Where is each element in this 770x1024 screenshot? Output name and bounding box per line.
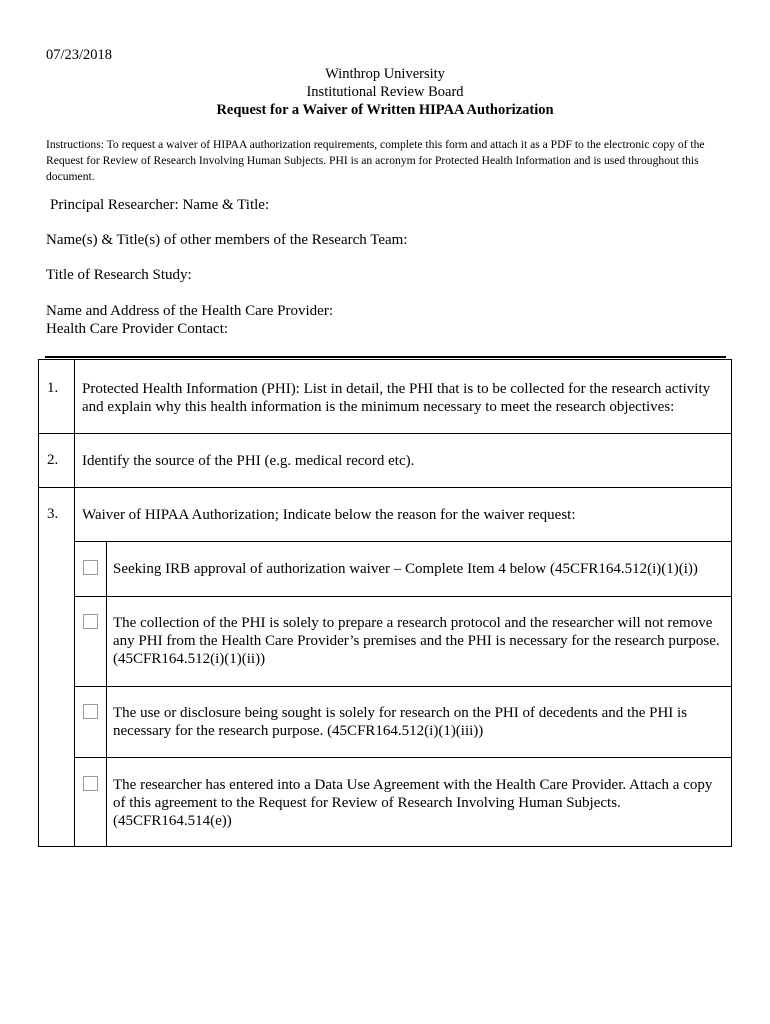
column-divider xyxy=(74,360,75,846)
row-divider xyxy=(75,596,731,597)
option-label: Seeking IRB approval of authorization waiver – Complete Item 4 below (45CFR164.512(i)(1)(i)) xyxy=(113,561,698,577)
board-name: Institutional Review Board xyxy=(306,84,464,100)
item-phi-text: Protected Health Information (PHI): List in detail, the PHI that is to be collected for the research activity and explain why this health information is the minimum necessary to meet the research objectives: xyxy=(82,381,711,415)
section-divider xyxy=(45,356,726,358)
option-checkbox-decedents[interactable] xyxy=(83,704,98,719)
form-date: 07/23/2018 xyxy=(46,47,113,63)
provider-contact-field[interactable]: Health Care Provider Contact: xyxy=(46,321,229,337)
column-divider xyxy=(106,541,107,846)
instructions-text: Instructions: To request a waiver of HIPAA authorization requirements, complete this form and attach it as a PDF to the electronic copy of the Request for Review of Research Involving Human Subjects. PHI is an acronym for Protected Health Information and is used throughout this document. xyxy=(46,138,705,183)
row-divider xyxy=(75,541,731,542)
option-checkbox-data-use-agreement[interactable] xyxy=(83,776,98,791)
option-checkbox-irb-approval[interactable] xyxy=(83,560,98,575)
form-title: Request for a Waiver of Written HIPAA Authorization xyxy=(216,102,554,118)
waiver-table xyxy=(38,359,732,847)
study-title-field[interactable]: Title of Research Study: xyxy=(46,267,192,283)
principal-researcher-field[interactable]: Principal Researcher: Name & Title: xyxy=(50,197,270,213)
row-divider xyxy=(75,686,731,687)
row-divider xyxy=(39,487,731,488)
university-name: Winthrop University xyxy=(325,66,445,82)
item-waiver-text: Waiver of HIPAA Authorization; Indicate below the reason for the waiver request: xyxy=(82,507,576,523)
item-number: 3. xyxy=(47,506,59,522)
item-source-text: Identify the source of the PHI (e.g. medical record etc). xyxy=(82,453,415,469)
row-divider xyxy=(75,757,731,758)
item-number: 2. xyxy=(47,452,59,468)
option-label: The use or disclosure being sought is solely for research on the PHI of decedents and the PHI is necessary for the research purpose. (45CFR164.512(i)(1)(iii)) xyxy=(113,705,688,739)
item-number: 1. xyxy=(47,380,59,396)
option-label: The researcher has entered into a Data Use Agreement with the Health Care Provider. Attach a copy of this agreement to the Request for Review of Research Involving Human Subjects. (45CFR164.514(e)) xyxy=(113,777,713,829)
provider-name-address-field[interactable]: Name and Address of the Health Care Provider: xyxy=(46,303,333,319)
option-checkbox-research-protocol[interactable] xyxy=(83,614,98,629)
row-divider xyxy=(39,433,731,434)
team-members-field[interactable]: Name(s) & Title(s) of other members of the Research Team: xyxy=(46,232,408,248)
option-label: The collection of the PHI is solely to prepare a research protocol and the researcher will not remove any PHI from the Health Care Provider’s premises and the PHI is necessary for the research purpose. (45CFR164.512(i)(1)(ii)) xyxy=(113,615,720,667)
